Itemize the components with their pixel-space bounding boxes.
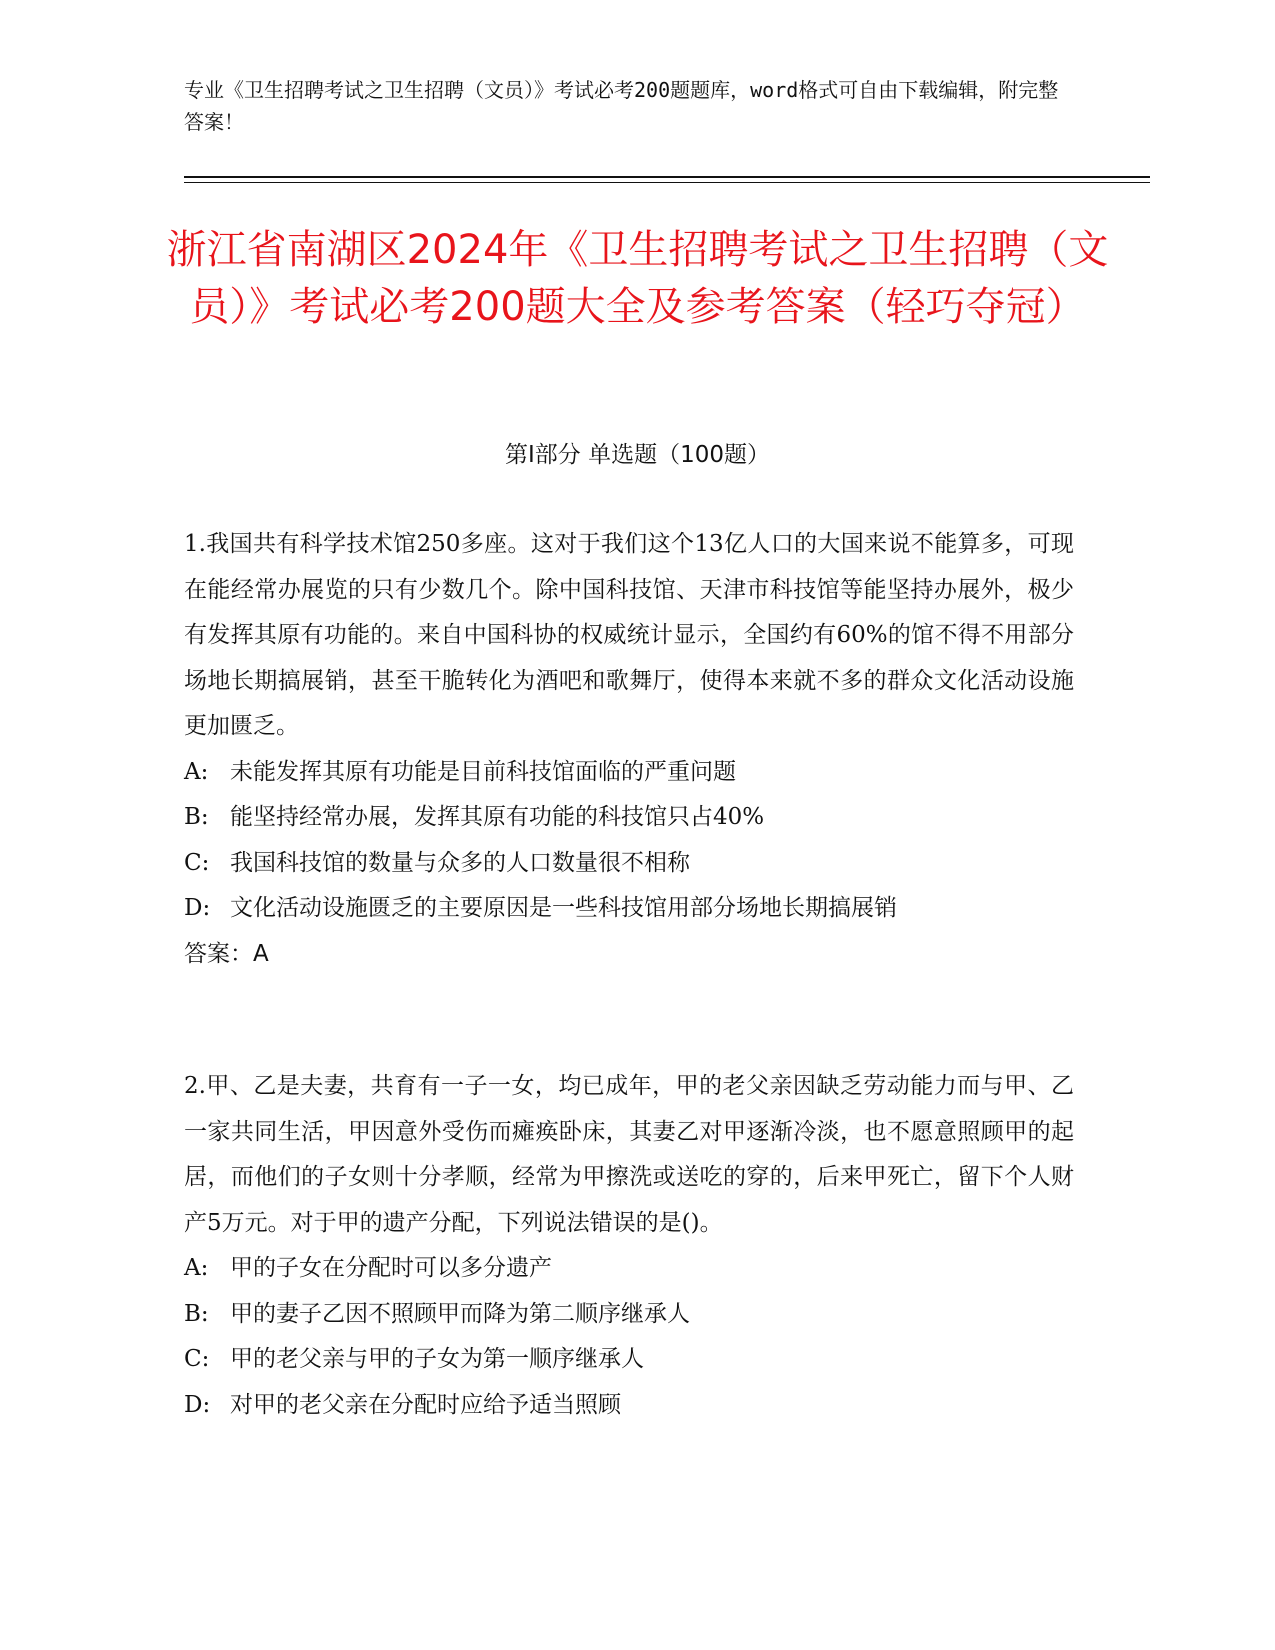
option-text: 能坚持经常办展，发挥其原有功能的科技馆只占40%: [230, 804, 765, 830]
option-letter: C:: [184, 849, 210, 876]
option-letter: B:: [184, 1300, 209, 1327]
option-text: 未能发挥其原有功能是目前科技馆面临的严重问题: [230, 758, 736, 785]
option-letter: A:: [184, 1255, 209, 1281]
option-text: 我国科技馆的数量与众多的人口数量很不相称: [230, 849, 690, 876]
option-letter: A:: [184, 758, 209, 785]
question-1: [184, 522, 1074, 977]
option-letter: B:: [184, 804, 209, 830]
option-text: 甲的子女在分配时可以多分遗产: [230, 1255, 552, 1281]
option-letter: D:: [184, 895, 211, 921]
option-letter: C:: [184, 1346, 210, 1372]
question-stem: 1.我国共有科学技术馆250多座。这对于我们这个13亿人口的大国来说不能算多，可现在能经常办展览的只有少数几个。除中国科技馆、天津市科技馆等能坚持办展外，极少有发挥其原有功能的。来自中国科协的权威统计显示，全国约有60%的馆不得不用部分场地长期搞展销，甚至干脆转化为酒吧和歌舞厅，使得本来就不多的群众文化活动设施更加匮乏。: [184, 531, 1074, 739]
option-text: 甲的妻子乙因不照顾甲而降为第二顺序继承人: [230, 1300, 690, 1327]
answer-line: 答案：A: [184, 940, 269, 967]
option-letter: D:: [184, 1391, 211, 1418]
header-note: 专业《卫生招聘考试之卫生招聘（文员）》考试必考200题题库，word格式可自由下载编辑，附完整答案！: [184, 78, 1059, 134]
option-a: [184, 750, 1074, 796]
option-d: [184, 1383, 1074, 1429]
section-title: 第I部分 单选题（100题）: [505, 442, 770, 468]
question-2: [184, 1064, 1074, 1428]
option-b: [184, 795, 1074, 841]
header-rule-thick: [184, 176, 1150, 178]
question-stem: 2.甲、乙是夫妻，共育有一子一女，均已成年，甲的老父亲因缺乏劳动能力而与甲、乙一家共同生活，甲因意外受伤而瘫痪卧床，其妻乙对甲逐渐冷淡，也不愿意照顾甲的起居，而他们的子女则十分孝顺，经常为甲擦洗或送吃的穿的，后来甲死亡，留下个人财产5万元。对于甲的遗产分配，下列说法错误的是()。: [184, 1073, 1074, 1236]
option-c: [184, 841, 1074, 887]
header-rule-thin: [184, 182, 1150, 183]
option-d: [184, 886, 1074, 932]
option-text: 对甲的老父亲在分配时应给予适当照顾: [230, 1391, 621, 1418]
option-b: [184, 1292, 1074, 1338]
option-c: [184, 1337, 1074, 1383]
option-text: 甲的老父亲与甲的子女为第一顺序继承人: [230, 1346, 644, 1372]
option-a: [184, 1246, 1074, 1292]
option-text: 文化活动设施匮乏的主要原因是一些科技馆用部分场地长期搞展销: [230, 895, 897, 921]
document-title: 浙江省南湖区2024年《卫生招聘考试之卫生招聘（文员）》考试必考200题大全及参考答案（轻巧夺冠）: [166, 227, 1109, 330]
